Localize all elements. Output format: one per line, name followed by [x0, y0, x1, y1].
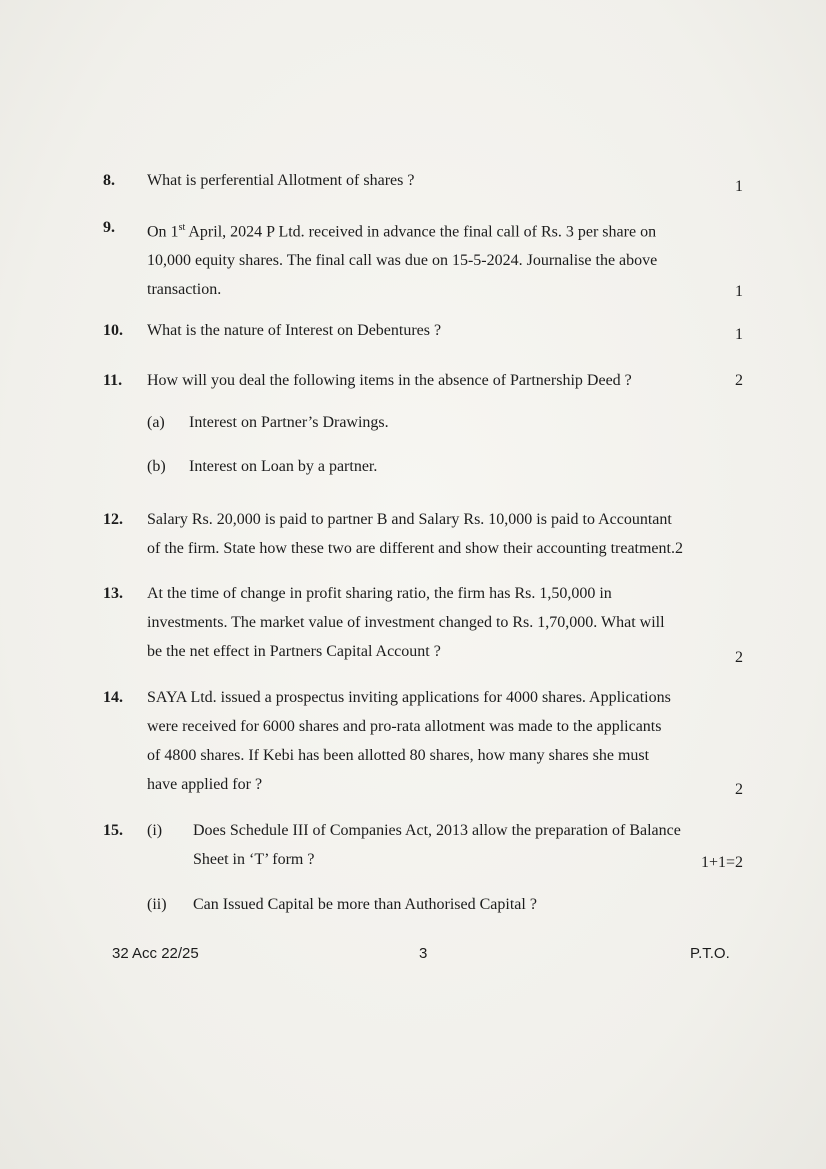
question-text: Sheet in ‘T’ form ? — [193, 851, 315, 868]
question-text: of 4800 shares. If Kebi has been allotted 80 shares, how many shares she must — [147, 747, 650, 764]
marks: 1+1=2 — [700, 854, 743, 871]
marks: 2 — [735, 372, 743, 389]
question-9 — [103, 213, 743, 304]
question-number: 12. — [103, 511, 123, 528]
question-text: transaction. — [147, 281, 222, 299]
question-text: be the net effect in Partners Capital Account ? — [147, 643, 441, 660]
sub-label: (a) — [147, 414, 165, 431]
sub-text: Interest on Partner’s Drawings. — [189, 414, 389, 431]
question-text: 10,000 equity shares. The final call was due on 15-5-2024. Journalise the above — [147, 252, 658, 270]
question-number: 15. — [103, 822, 123, 839]
question-text: were received for 6000 shares and pro-rata allotment was made to the applicants — [147, 718, 662, 735]
question-text: investments. The market value of investment changed to Rs. 1,70,000. What will — [147, 614, 665, 631]
question-text: have applied for ? — [147, 776, 263, 793]
question-text: (i) Does Schedule III of Companies Act, 2013 allow the preparation of Balance — [147, 816, 743, 845]
question-text: Salary Rs. 20,000 is paid to partner B and Salary Rs. 10,000 is paid to Accountant — [147, 511, 672, 528]
pto-label: P.T.O. — [690, 945, 730, 962]
question-text: How will you deal the following items in the absence of Partnership Deed ? — [147, 372, 632, 389]
question-13 — [103, 579, 743, 666]
page-number: 3 — [419, 945, 428, 962]
question-text: of the firm. State how these two are different and show their accounting treatment.2 — [147, 540, 683, 557]
question-text: SAYA Ltd. issued a prospectus inviting applications for 4000 shares. Applications — [147, 689, 671, 706]
sub-label: (b) — [147, 458, 166, 475]
marks: 1 — [735, 283, 743, 300]
question-number: 9. — [103, 219, 115, 236]
question-number: 10. — [103, 322, 123, 339]
sub-text: Interest on Loan by a partner. — [189, 458, 378, 475]
marks: 2 — [735, 781, 743, 798]
question-8 — [103, 166, 743, 195]
question-text: What is the nature of Interest on Debentures ? — [147, 322, 442, 339]
sub-label: (i) — [147, 822, 163, 839]
marks: 1 — [735, 326, 743, 343]
question-text: On 1st April, 2024 P Ltd. received in advance the final call of Rs. 3 per share on — [147, 222, 657, 241]
question-14 — [103, 683, 743, 799]
question-text: What is perferential Allotment of shares ? — [147, 172, 415, 189]
question-11 — [103, 366, 743, 395]
question-10 — [103, 316, 743, 345]
question-number: 14. — [103, 689, 123, 706]
question-text: At the time of change in profit sharing ratio, the firm has Rs. 1,50,000 in — [147, 585, 612, 602]
q11-sub-b — [147, 452, 377, 481]
question-number: 11. — [103, 372, 123, 389]
q11-sub-a — [147, 408, 389, 437]
question-15 — [103, 816, 743, 874]
question-number: 13. — [103, 585, 123, 602]
marks: 1 — [735, 178, 743, 195]
question-number: 8. — [103, 172, 115, 189]
q15-sub-ii — [147, 890, 537, 919]
question-12 — [103, 505, 743, 563]
sub-label: (ii) — [147, 896, 167, 913]
sub-text: Can Issued Capital be more than Authorised Capital ? — [193, 896, 537, 913]
paper-code: 32 Acc 22/25 — [112, 945, 199, 962]
marks: 2 — [735, 649, 743, 666]
